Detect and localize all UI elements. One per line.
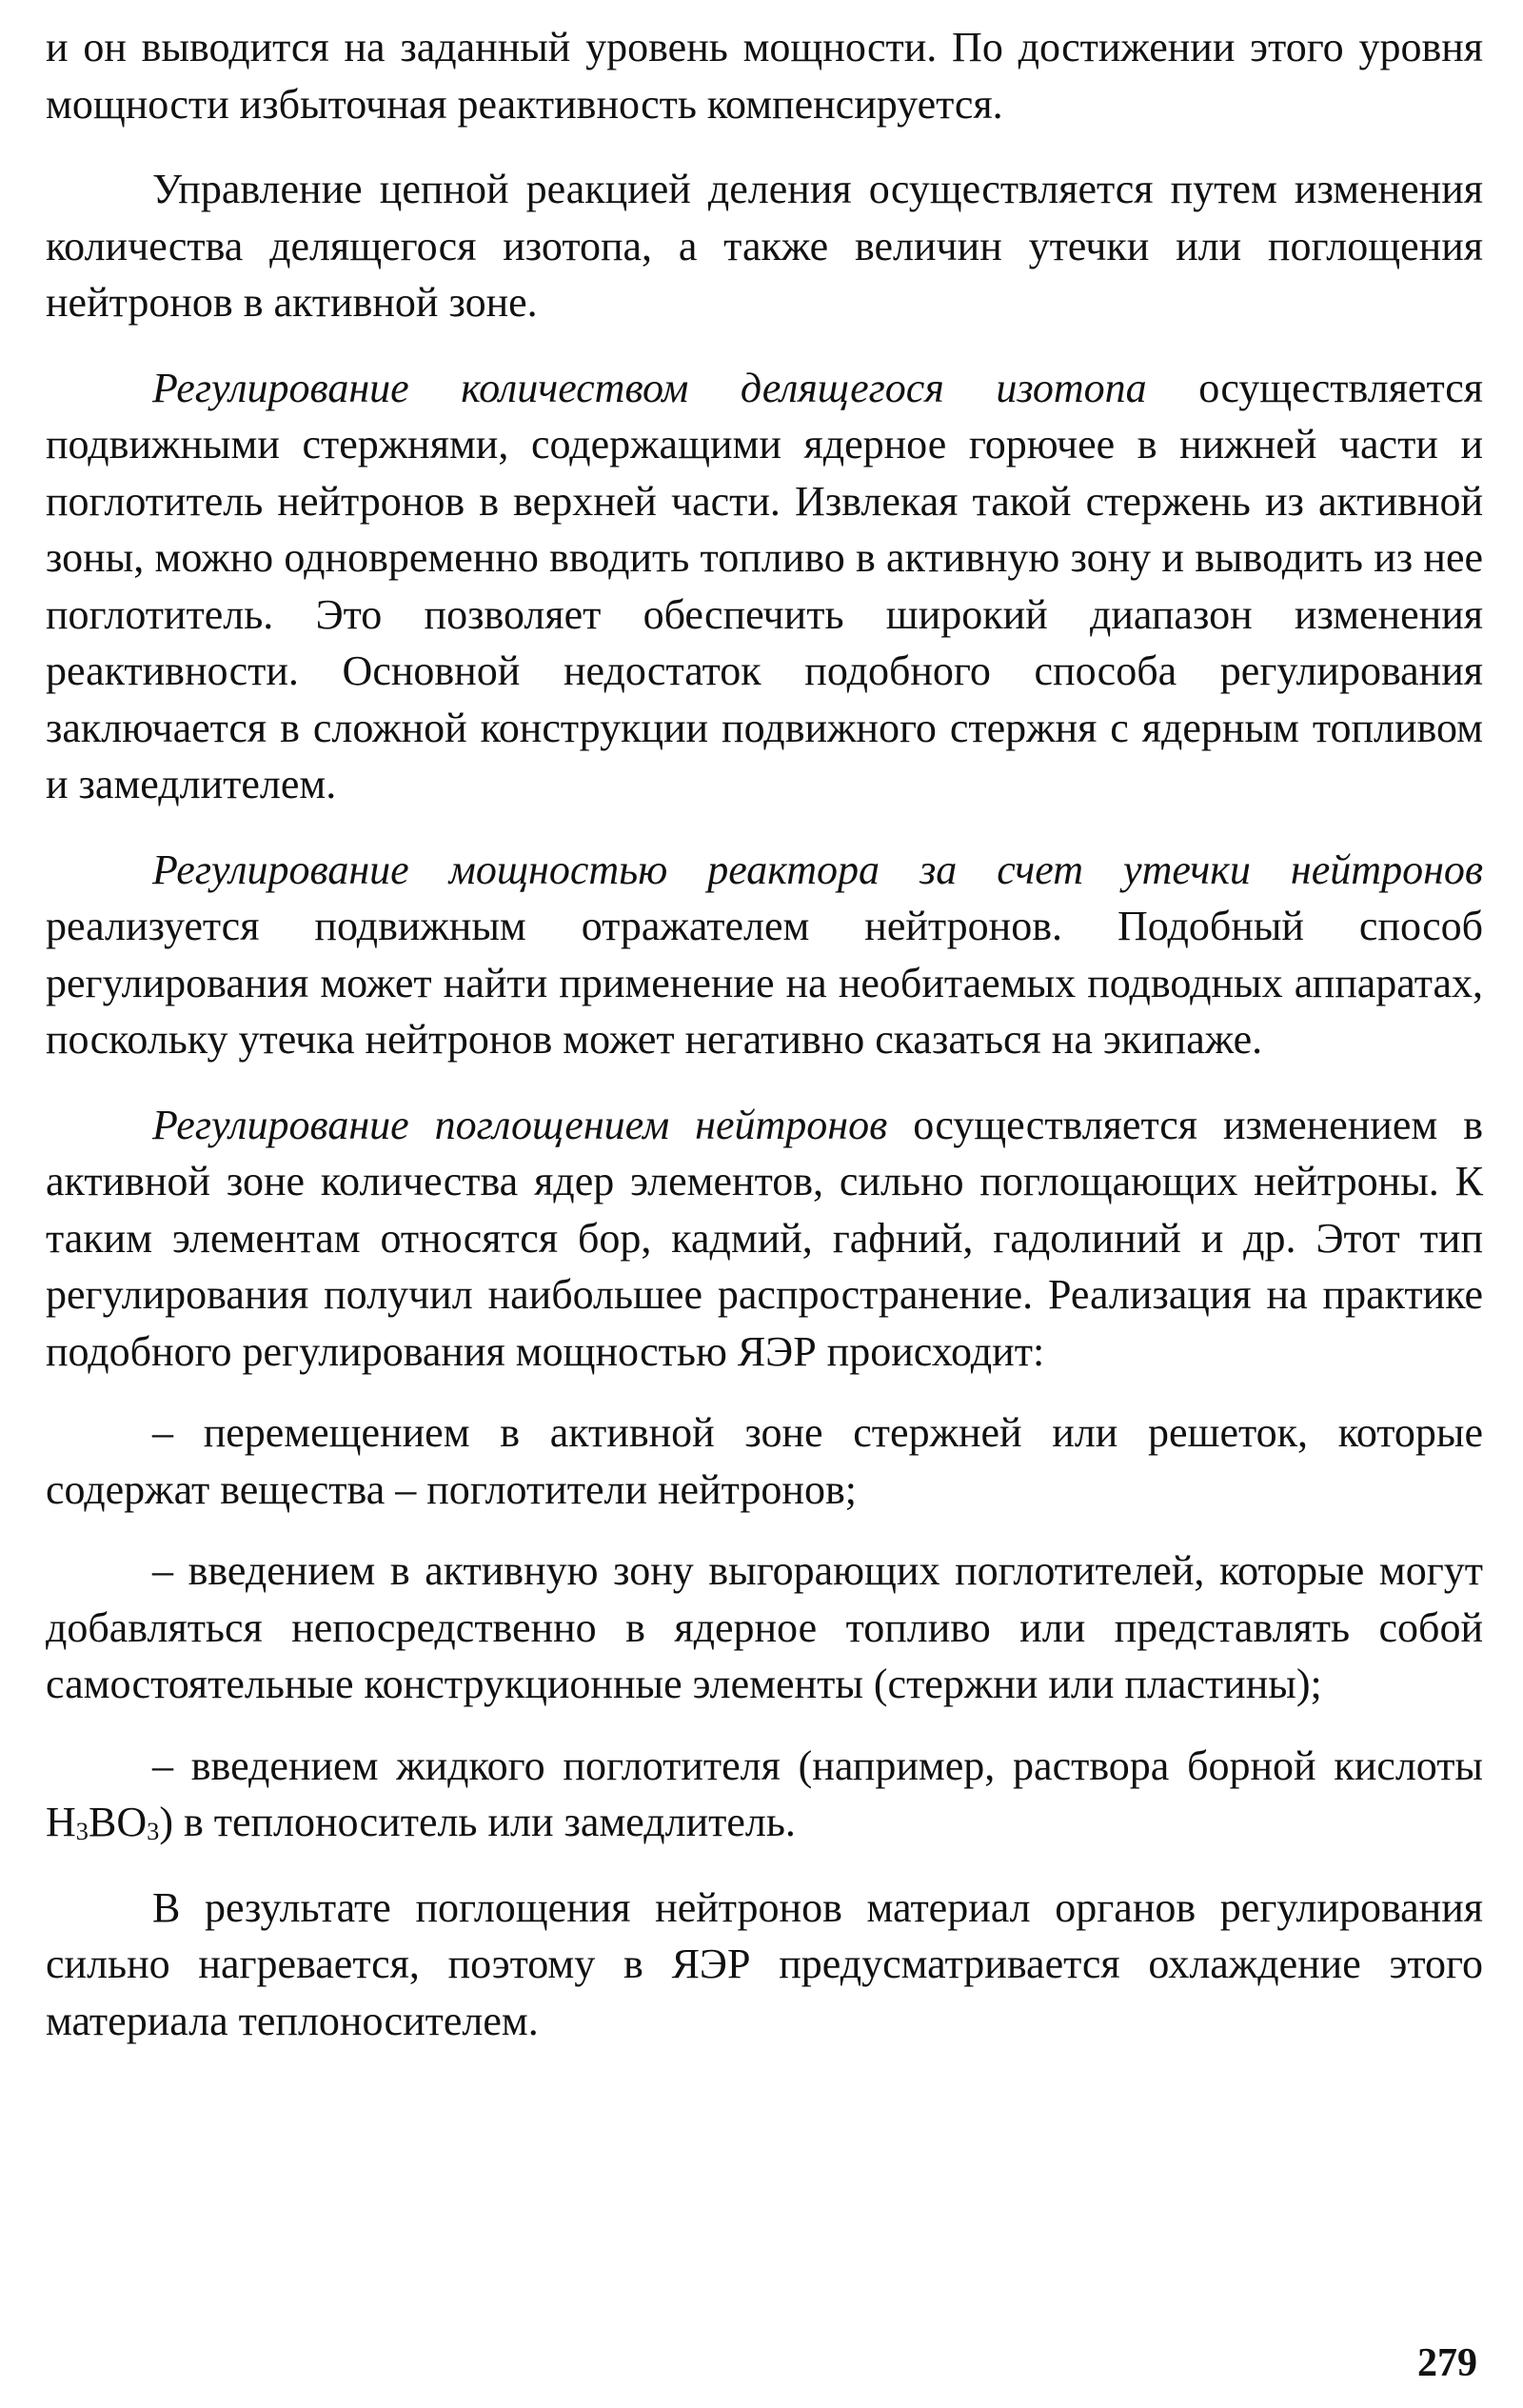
paragraph-control-overview: Управление цепной реакцией деления осуществляется путем изменения количества делящегося изотопа, а также величин утечки или поглощения нейтронов в активной зоне. — [46, 166, 1483, 326]
emphasis-leakage-regulation: Регулирование мощностью реактора за счет утечки нейтронов — [152, 846, 1483, 893]
liquid-absorber-text-after: ) в теплоноситель или замедлитель. — [159, 1799, 796, 1845]
text-isotope-regulation: осуществляется подвижными стержнями, содержащими ядерное горючее в нижней части и поглотитель нейтронов в верхней части. Извлекая такой стержень из активной зоны, можно одновременно вводить топливо в активную зону и выводить из нее поглотитель. Это позволяет обеспечить широкий диапазон изменения реактивности. Основной недостаток подобного способа регулирования заключается в сложной конструкции подвижного стержня с ядерным топливом и замедлителем. — [46, 364, 1483, 807]
paragraph-continuation: и он выводится на заданный уровень мощности. По достижении этого уровня мощности избыточная реактивность компенсируется. — [46, 24, 1483, 128]
list-item-liquid-absorber — [46, 1738, 1483, 1851]
paragraph-cooling: В результате поглощения нейтронов материал органов регулирования сильно нагревается, поэтому в ЯЭР предусматривается охлаждение этого материала теплоносителем. — [46, 1883, 1483, 2044]
text-absorption-regulation: осуществляется изменением в активной зоне количества ядер элементов, сильно поглощающих нейтроны. К таким элементам относятся бор, кадмий, гафний, гадолиний и др. Этот тип регулирования получил наибольшее распространение. Реализация на практике подобного регулирования мощностью ЯЭР происходит: — [46, 1101, 1483, 1375]
formula-subscript-1: 3 — [75, 1816, 89, 1845]
formula-subscript-2: 3 — [147, 1816, 160, 1845]
formula-mid: BO — [88, 1799, 148, 1845]
page-body — [46, 19, 1483, 2049]
list-item-burnable-absorbers: – введением в активную зону выгорающих поглотителей, которые могут добавляться непосредственно в ядерное топливо или представлять собой самостоятельные конструкционные элементы (стержни или пластины); — [46, 1547, 1483, 1707]
page-number: 279 — [1417, 2341, 1477, 2385]
text-leakage-regulation: реализуется подвижным отражателем нейтронов. Подобный способ регулирования может найти применение на необитаемых подводных аппаратах, поскольку утечка нейтронов может негативно сказаться на экипаже. — [46, 903, 1483, 1063]
emphasis-absorption-regulation: Регулирование поглощением нейтронов — [152, 1101, 888, 1148]
paragraph-isotope-regulation — [46, 360, 1483, 813]
paragraph-leakage-regulation — [46, 842, 1483, 1068]
paragraph-absorption-regulation — [46, 1097, 1483, 1381]
liquid-absorber-text-before: – введением жидкого поглотителя (например, раствора борной кислоты H — [46, 1741, 1483, 1845]
emphasis-isotope-regulation: Регулирование количеством делящегося изотопа — [152, 364, 1147, 411]
list-item-rods: – перемещением в активной зоне стержней или решеток, которые содержат вещества – поглотители нейтронов; — [46, 1409, 1483, 1513]
